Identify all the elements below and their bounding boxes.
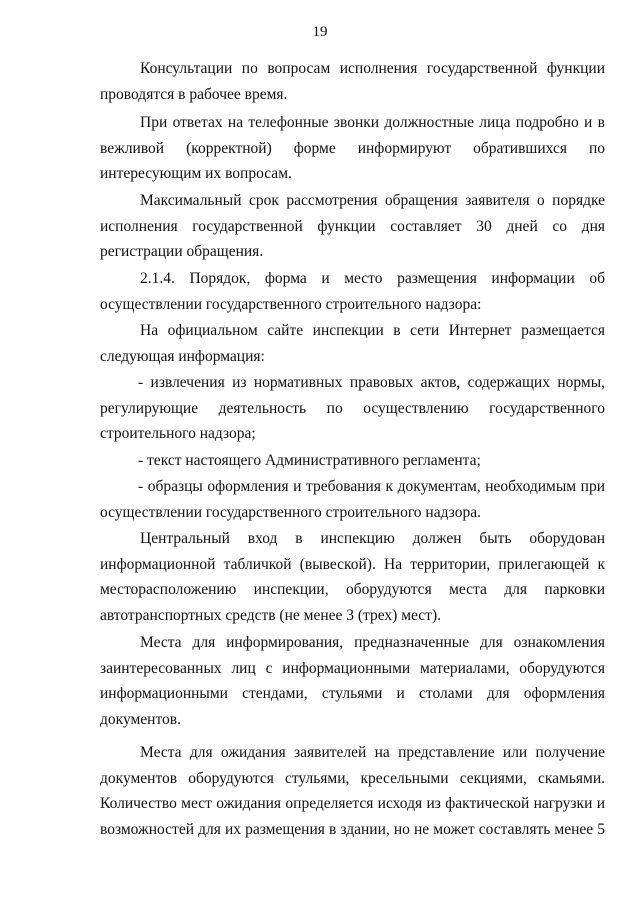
text-line: Консультации по вопросам исполнения государственной функции [140, 60, 605, 77]
text-line: заинтересованных лиц с информационными материалами, оборудуются [100, 659, 605, 677]
text-line: возможностей для их размещения в здании, но не может составлять менее 5 [100, 820, 605, 838]
text-line: - текст настоящего Административного регламента; [138, 452, 481, 469]
page-number: 19 [312, 24, 328, 40]
paragraph-phone-answers [100, 110, 605, 187]
paragraph-consultations [100, 56, 605, 107]
text-line: информационной табличкой (вывеской). На территории, прилегающей к [100, 555, 605, 573]
text-line: проводятся в рабочее время. [100, 85, 288, 103]
text-line: интересующим их вопросам. [100, 165, 292, 182]
text-line: исполнения государственной функции составляет 30 дней со дня [100, 217, 605, 235]
list-item-legal-acts [100, 370, 605, 447]
paragraph-review-period [100, 188, 605, 265]
text-line: следующая информация: [100, 347, 265, 365]
paragraph-central-entrance [100, 526, 605, 628]
text-line: При ответах на телефонные звонки должностные лица подробно и в [140, 114, 605, 131]
text-line: Места для информирования, предназначенные для ознакомления [140, 634, 605, 651]
text-line: осуществлении государственного строительного надзора. [100, 503, 481, 521]
text-line: Центральный вход в инспекцию должен быть оборудован [140, 530, 605, 547]
text-line: регулирующие деятельность по осуществлению государственного [100, 399, 605, 417]
text-line: автотранспортных средств (не менее 3 (трех) мест). [100, 606, 441, 624]
text-line: строительного надзора; [100, 425, 256, 442]
paragraph-information-places [100, 630, 605, 732]
text-line: документов оборудуются стульями, кресельными секциями, скамьями. [100, 769, 605, 787]
text-line: На официальном сайте инспекции в сети Интернет размещается [140, 322, 605, 339]
text-line: месторасположению инспекции, оборудуются места для парковки [100, 581, 605, 598]
list-item-document-samples [100, 474, 605, 525]
text-line: информационными стендами, стульями и столами для оформления [100, 685, 605, 702]
paragraph-waiting-places [100, 740, 605, 842]
text-line: - образцы оформления и требования к документам, необходимым при [138, 478, 605, 495]
text-line: 2.1.4. Порядок, форма и место размещения информации об [140, 270, 605, 287]
text-line: регистрации обращения. [100, 243, 264, 260]
text-line: Места для ожидания заявителей на представление или получение [140, 744, 605, 761]
paragraph-section-2-1-4 [100, 266, 605, 317]
text-line: документов. [100, 710, 181, 728]
paragraph-website-info [100, 318, 605, 369]
text-line: - извлечения из нормативных правовых актов, содержащих нормы, [138, 374, 605, 391]
text-line: вежливой (корректной) форме информируют обратившихся по [100, 139, 605, 157]
list-item-regulation-text [100, 448, 605, 474]
text-line: Максимальный срок рассмотрения обращения заявителя о порядке [140, 192, 605, 209]
text-line: Количество мест ожидания определяется исходя из фактической нагрузки и [100, 795, 605, 812]
text-line: осуществлении государственного строительного надзора: [100, 295, 482, 313]
